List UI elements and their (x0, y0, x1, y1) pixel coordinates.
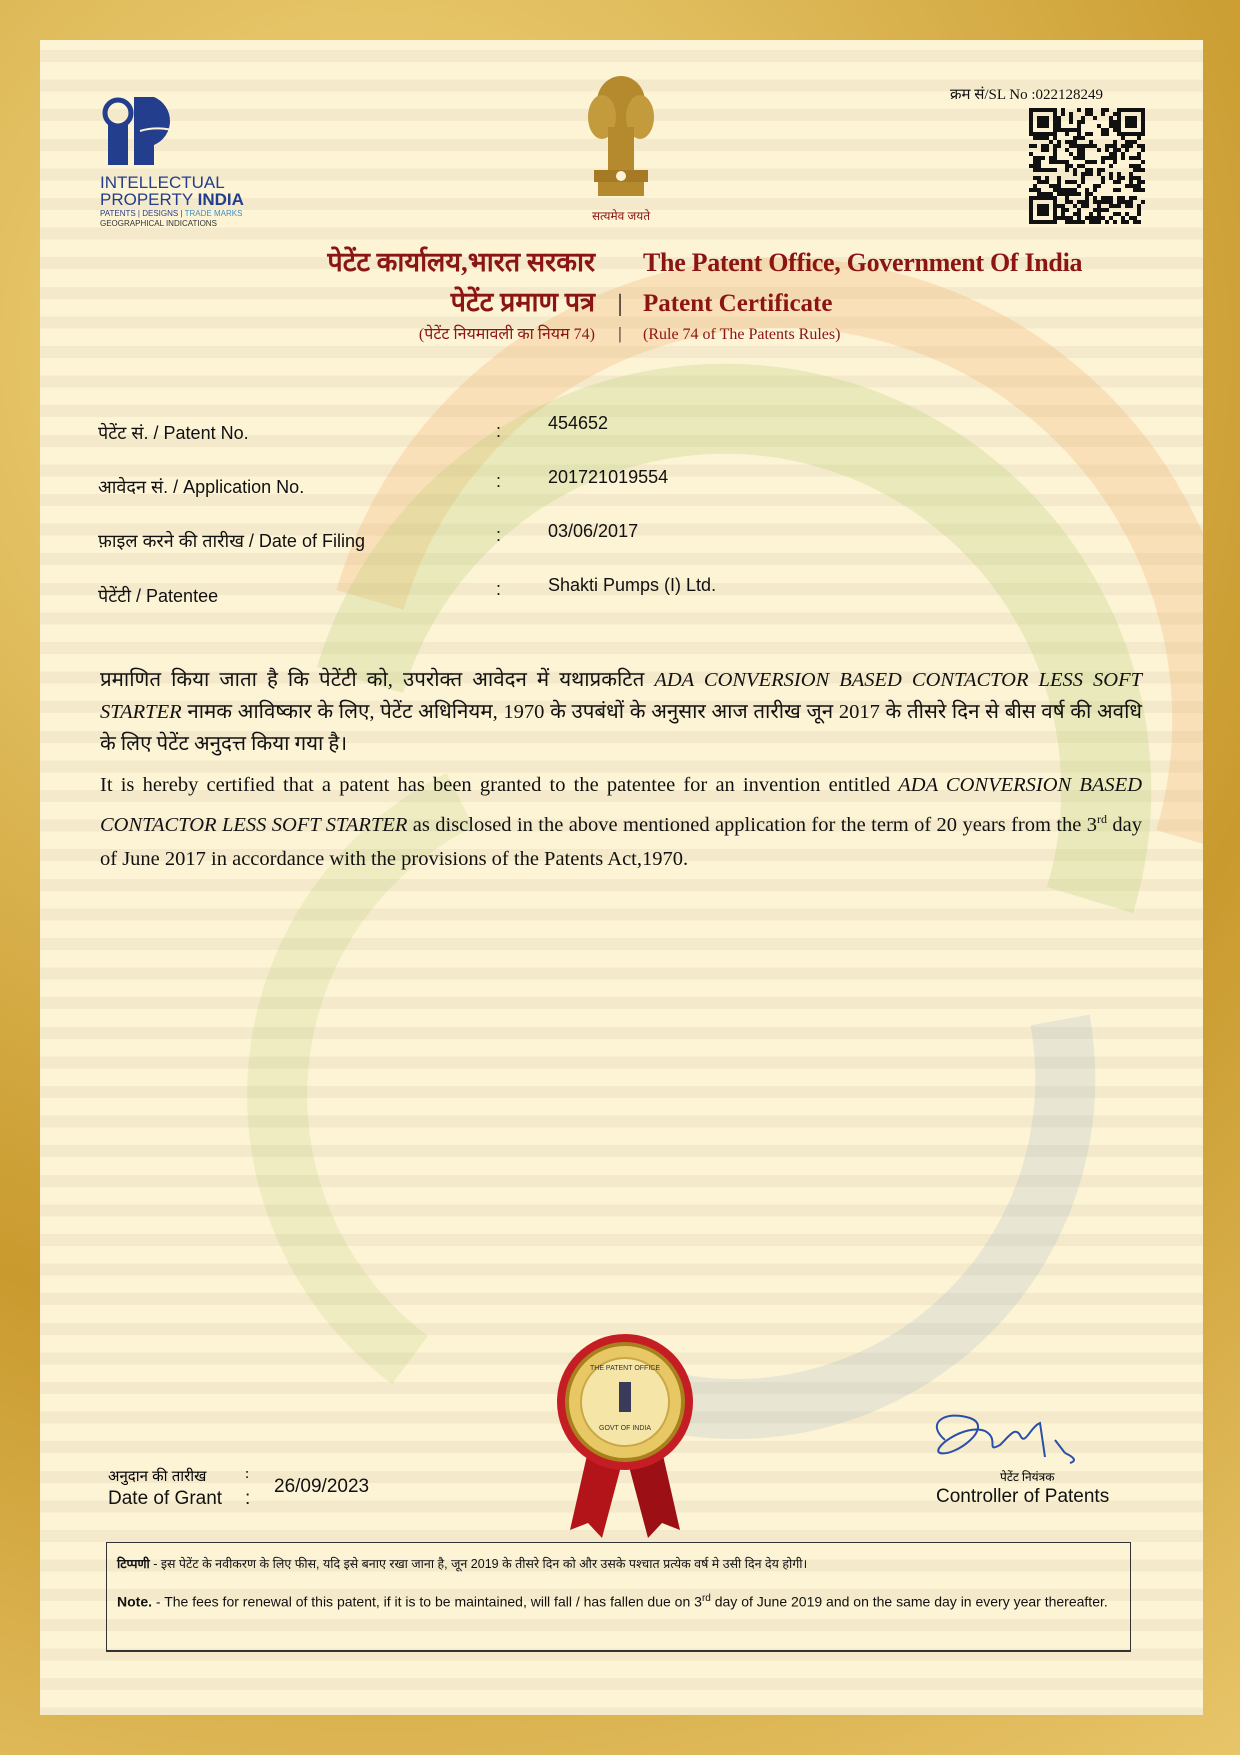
note-hindi-label: टिप्पणी (117, 1557, 150, 1571)
serial-number (950, 84, 1103, 104)
controller-signature (915, 1405, 1095, 1465)
certificate-title-hindi: पेटेंट प्रमाण पत्र (450, 287, 595, 317)
superscript: rd (1097, 812, 1108, 826)
text: day of June 2019 and on the same day in every year thereafter. (710, 1593, 1108, 1610)
patent-no-value: 454652 (548, 413, 609, 433)
text: day of June 2017 in accordance with the provisions of the Patents Act,1970. (100, 813, 1143, 870)
application-no-label: आवेदन सं. / Application No. (98, 477, 305, 497)
application-no-value: 201721019554 (548, 467, 669, 487)
renewal-note-box (106, 1542, 1131, 1652)
serial-value: 022128249 (1035, 87, 1103, 103)
serial-label: क्रम सं/SL No : (950, 87, 1036, 103)
rule-english: (Rule 74 of The Patents Rules) (643, 326, 841, 343)
colon: : (496, 525, 502, 545)
seal-text-bottom: GOVT OF INDIA (599, 1425, 651, 1432)
logo-line-3: PATENTS | DESIGNS | (100, 209, 185, 218)
national-emblem (580, 72, 662, 224)
separator: | (617, 291, 623, 317)
colon: : (496, 471, 502, 491)
seal-text-top: THE PATENT OFFICE (589, 1365, 661, 1372)
filing-date-value: 03/06/2017 (548, 521, 639, 541)
logo-trademarks: TRADE MARKS (184, 209, 243, 218)
text: नामक आविष्कार के लिए, पेटेंट अधिनियम, 1970 के उपबंधों के अनुसार आज तारीख जून 2017 के तीसरे दिन से बीस वर्ष की अवधि के लिए पेटेंट अनुदत्त किया गया है। (100, 701, 1142, 755)
header-row-certificate (100, 282, 1140, 319)
note-hindi (117, 1555, 1120, 1572)
patentee-value: Shakti Pumps (I) Ltd. (548, 575, 717, 595)
filing-date-label: फ़ाइल करने की तारीख / Date of Filing (98, 531, 365, 551)
patentee-label: पेटेंटी / Patentee (98, 586, 219, 606)
grant-date-value: 26/09/2023 (274, 1476, 370, 1497)
superscript: rd (701, 1593, 711, 1604)
grant-date-label: Date of Grant (108, 1488, 223, 1509)
text: It is hereby certified that a patent has been granted to the patentee for an invention entitled (100, 774, 899, 796)
separator: | (618, 324, 622, 343)
certification-text-hindi (100, 664, 1142, 760)
invention-title: ADA CONVERSION BASED CONTACTOR LESS SOFT STARTER (100, 669, 1143, 723)
header-row-rule (100, 322, 1140, 344)
ip-logo-icon (100, 95, 190, 167)
text: - इस पेटेंट के नवीकरण के लिए फीस, यदि इसे बनाए रखा जाना है, जून 2019 के तीसरे दिन को और उसके पश्चात प्रत्येक वर्ष मे उसी दिन देय होगी। (149, 1557, 808, 1571)
note-english (117, 1582, 1120, 1619)
controller-label: Controller of Patents (936, 1486, 1110, 1507)
header-row-office (100, 242, 1140, 279)
lion-capital-icon (580, 72, 662, 202)
text: - The fees for renewal of this patent, if it is to be maintained, will fall / has fallen due on 3 (152, 1593, 702, 1610)
colon: : (496, 421, 502, 441)
text: as disclosed in the above mentioned application for the term of 20 years from the 3 (407, 813, 1098, 836)
certification-text-english (100, 768, 1142, 876)
qr-code (1029, 108, 1145, 224)
note-label: Note. (117, 1593, 152, 1610)
colon: : (496, 579, 502, 599)
logo-line-4: GEOGRAPHICAL INDICATIONS (100, 219, 217, 228)
colon: : (245, 1466, 250, 1482)
controller-label-hindi: पेटेंट नियंत्रक (1000, 1470, 1055, 1484)
rule-hindi: (पेटेंट नियमावली का नियम 74) (418, 326, 595, 343)
logo-line-1: INTELLECTUAL (100, 173, 225, 192)
ip-india-logo (100, 95, 244, 229)
official-seal (550, 1330, 700, 1540)
office-title-english: The Patent Office, Government Of India (643, 248, 1083, 277)
grant-date-label-hindi: अनुदान की तारीख (108, 1468, 207, 1485)
office-title-hindi: पेटेंट कार्यालय,भारत सरकार (327, 247, 595, 277)
colon: : (245, 1488, 251, 1509)
invention-title: ADA CONVERSION BASED CONTACTOR LESS SOFT STARTER (100, 774, 1143, 836)
logo-india: INDIA (197, 190, 244, 209)
certificate-title-english: Patent Certificate (643, 290, 833, 317)
text: प्रमाणित किया जाता है कि पेटेंटी को, उपरोक्त आवेदन में यथाप्रकटित (100, 669, 655, 691)
logo-line-2: PROPERTY (100, 190, 198, 209)
patent-no-label: पेटेंट सं. / Patent No. (98, 423, 249, 443)
emblem-motto: सत्यमेव जयते (591, 209, 651, 223)
